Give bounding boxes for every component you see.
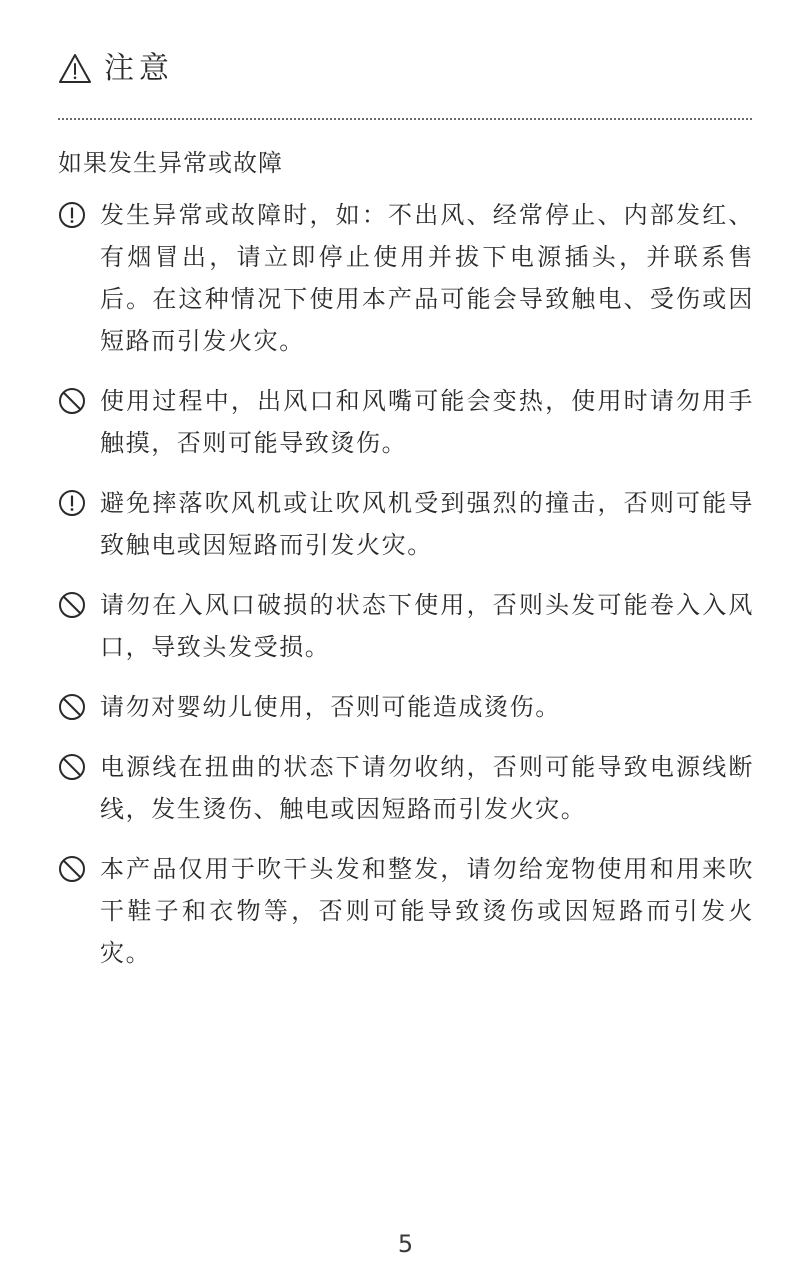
list-item-text: 使用过程中，出风口和风嘴可能会变热，使用时请勿用手触摸，否则可能导致烫伤。 — [100, 387, 754, 457]
list-item-text: 电源线在扭曲的状态下请勿收纳，否则可能导致电源线断线，发生烫伤、触电或因短路而引发火灾。 — [100, 753, 754, 823]
exclamation-circle-icon — [58, 201, 86, 229]
page-number: 5 — [397, 1230, 414, 1258]
list-item — [58, 746, 754, 830]
list-item — [58, 584, 754, 668]
list-item — [58, 686, 754, 728]
list-item — [58, 482, 754, 566]
list-item — [58, 380, 754, 464]
list-item-text: 请勿对婴幼儿使用，否则可能造成烫伤。 — [100, 693, 561, 721]
caution-list — [58, 194, 754, 992]
page-title: 注意 — [104, 51, 174, 86]
list-item — [58, 848, 754, 974]
prohibited-icon — [58, 753, 86, 781]
exclamation-circle-icon — [58, 489, 86, 517]
prohibited-icon — [58, 387, 86, 415]
warning-triangle-icon — [58, 52, 92, 86]
section-title: 如果发生异常或故障 — [58, 149, 283, 177]
prohibited-icon — [58, 591, 86, 619]
list-item — [58, 194, 754, 362]
list-item-text: 发生异常或故障时，如：不出风、经常停止、内部发红、有烟冒出，请立即停止使用并拔下电源插头，并联系售后。在这种情况下使用本产品可能会导致触电、受伤或因短路而引发火灾。 — [100, 201, 754, 355]
list-item-text: 避免摔落吹风机或让吹风机受到强烈的撞击，否则可能导致触电或因短路而引发火灾。 — [100, 489, 754, 559]
list-item-text: 请勿在入风口破损的状态下使用，否则头发可能卷入入风口，导致头发受损。 — [100, 591, 754, 661]
dotted-divider — [58, 118, 752, 120]
list-item-text: 本产品仅用于吹干头发和整发，请勿给宠物使用和用来吹干鞋子和衣物等，否则可能导致烫伤或因短路而引发火灾。 — [100, 855, 754, 967]
caution-header — [58, 46, 174, 92]
prohibited-icon — [58, 693, 86, 721]
prohibited-icon — [58, 855, 86, 883]
